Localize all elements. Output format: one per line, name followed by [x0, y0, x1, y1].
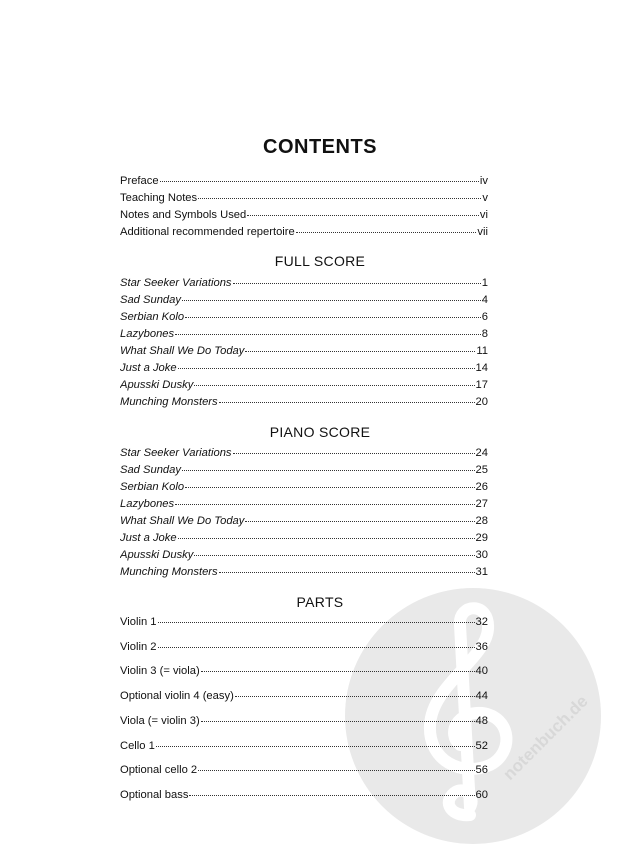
toc-entry-page: 24 — [475, 447, 488, 459]
toc-entry-page: 14 — [475, 362, 488, 374]
toc-entry-page: v — [482, 192, 488, 204]
toc-entry-label: Serbian Kolo — [120, 311, 185, 323]
toc-entry — [120, 787, 488, 802]
toc-entry — [120, 530, 488, 545]
dot-leader — [201, 663, 475, 672]
dot-leader — [245, 513, 474, 522]
toc-entry-label: Lazybones — [120, 498, 175, 510]
toc-entry-label: Violin 2 — [120, 641, 157, 653]
toc-entry-label: Optional violin 4 (easy) — [120, 690, 234, 702]
toc-entry — [120, 762, 488, 777]
toc-entry-page: 27 — [475, 498, 488, 510]
toc-entry-page: 25 — [475, 464, 488, 476]
toc-entry-page: vi — [479, 209, 488, 221]
toc-entry-page: 4 — [481, 294, 488, 306]
toc-entry — [120, 173, 488, 188]
section-heading: PARTS — [296, 594, 344, 610]
toc-entry — [120, 547, 488, 562]
toc-entry — [120, 738, 488, 753]
dot-leader — [247, 207, 479, 216]
dot-leader — [219, 394, 475, 403]
toc-entry-page: 56 — [475, 764, 488, 776]
dot-leader — [233, 275, 481, 284]
toc-entry — [120, 445, 488, 460]
toc-entry-label: What Shall We Do Today — [120, 515, 245, 527]
toc-entry — [120, 564, 488, 579]
toc-entry — [120, 224, 488, 239]
dot-leader — [201, 713, 475, 722]
toc-entry-label: Star Seeker Variations — [120, 277, 232, 289]
dot-leader — [189, 787, 474, 796]
toc-entry-label: Apusski Dusky — [120, 549, 194, 561]
toc-entry-page: 31 — [475, 566, 488, 578]
toc-entry-label: Viola (= violin 3) — [120, 715, 200, 727]
dot-leader — [219, 564, 475, 573]
dot-leader — [245, 343, 475, 352]
toc-entry-label: Serbian Kolo — [120, 481, 185, 493]
toc-entry — [120, 190, 488, 205]
toc-entry-page: iv — [479, 175, 488, 187]
toc-entry-label: Just a Joke — [120, 532, 177, 544]
dot-leader — [182, 462, 475, 471]
toc-entry — [120, 479, 488, 494]
toc-entry — [120, 688, 488, 703]
toc-entry-page: 17 — [475, 379, 488, 391]
dot-leader — [185, 479, 474, 488]
dot-leader — [198, 762, 474, 771]
toc-entry — [120, 394, 488, 409]
toc-entry — [120, 292, 488, 307]
toc-entry-label: Additional recommended repertoire — [120, 226, 295, 238]
dot-leader — [296, 224, 477, 233]
toc-entry-page: 26 — [475, 481, 488, 493]
toc-entry-page: 30 — [475, 549, 488, 561]
toc-entry — [120, 326, 488, 341]
toc-entry — [120, 663, 488, 678]
section-heading: PIANO SCORE — [269, 424, 371, 440]
toc-entry — [120, 360, 488, 375]
toc-entry — [120, 496, 488, 511]
dot-leader — [194, 377, 474, 386]
toc-entry-label: Violin 1 — [120, 616, 157, 628]
toc-entry — [120, 614, 488, 629]
toc-entry-label: Teaching Notes — [120, 192, 198, 204]
toc-entry-page: 60 — [475, 789, 488, 801]
toc-entry — [120, 513, 488, 528]
dot-leader — [158, 639, 475, 648]
section-heading: FULL SCORE — [274, 253, 366, 269]
toc-entry-label: Preface — [120, 175, 159, 187]
dot-leader — [233, 445, 475, 454]
dot-leader — [194, 547, 474, 556]
toc-entry-page: vii — [477, 226, 488, 238]
dot-leader — [198, 190, 481, 199]
toc-entry — [120, 713, 488, 728]
toc-entry-label: Star Seeker Variations — [120, 447, 232, 459]
toc-entry-label: Just a Joke — [120, 362, 177, 374]
toc-entry-page: 8 — [481, 328, 488, 340]
toc-entry-label: Apusski Dusky — [120, 379, 194, 391]
toc-entry-label: Sad Sunday — [120, 294, 181, 306]
dot-leader — [175, 326, 481, 335]
toc-entry-page: 29 — [475, 532, 488, 544]
toc-entry-label: Optional cello 2 — [120, 764, 198, 776]
toc-entry-page: 40 — [475, 665, 488, 677]
toc-entry — [120, 462, 488, 477]
toc-entry-label: Notes and Symbols Used — [120, 209, 247, 221]
toc-entry-page: 11 — [476, 345, 488, 357]
dot-leader — [235, 688, 475, 697]
toc-entry-page: 20 — [475, 396, 488, 408]
dot-leader — [178, 360, 475, 369]
toc-entry — [120, 309, 488, 324]
toc-entry-page: 36 — [475, 641, 488, 653]
page-title: CONTENTS — [263, 136, 377, 158]
dot-leader — [175, 496, 474, 505]
toc-entry — [120, 639, 488, 654]
dot-leader — [185, 309, 481, 318]
dot-leader — [156, 738, 475, 747]
dot-leader — [178, 530, 475, 539]
toc-entry-label: Munching Monsters — [120, 396, 218, 408]
toc-entry-page: 1 — [481, 277, 488, 289]
toc-entry — [120, 377, 488, 392]
toc-entry — [120, 275, 488, 290]
toc-entry-label: Lazybones — [120, 328, 175, 340]
toc-entry-label: Cello 1 — [120, 740, 155, 752]
toc-entry-label: Violin 3 (= viola) — [120, 665, 200, 677]
toc-entry-page: 28 — [475, 515, 488, 527]
toc-entry-label: Sad Sunday — [120, 464, 181, 476]
toc-entry-page: 32 — [475, 616, 488, 628]
toc-entry-label: What Shall We Do Today — [120, 345, 245, 357]
toc-entry-page: 44 — [475, 690, 488, 702]
toc-entry-page: 52 — [475, 740, 488, 752]
dot-leader — [158, 614, 475, 623]
dot-leader — [160, 173, 479, 182]
toc-entry — [120, 207, 488, 222]
toc-entry-page: 48 — [475, 715, 488, 727]
dot-leader — [182, 292, 481, 301]
toc-entry-label: Munching Monsters — [120, 566, 218, 578]
toc-entry-page: 6 — [481, 311, 488, 323]
toc-entry-label: Optional bass — [120, 789, 189, 801]
toc-entry — [120, 343, 488, 358]
watermark-text: notenbuch.de — [499, 691, 592, 784]
